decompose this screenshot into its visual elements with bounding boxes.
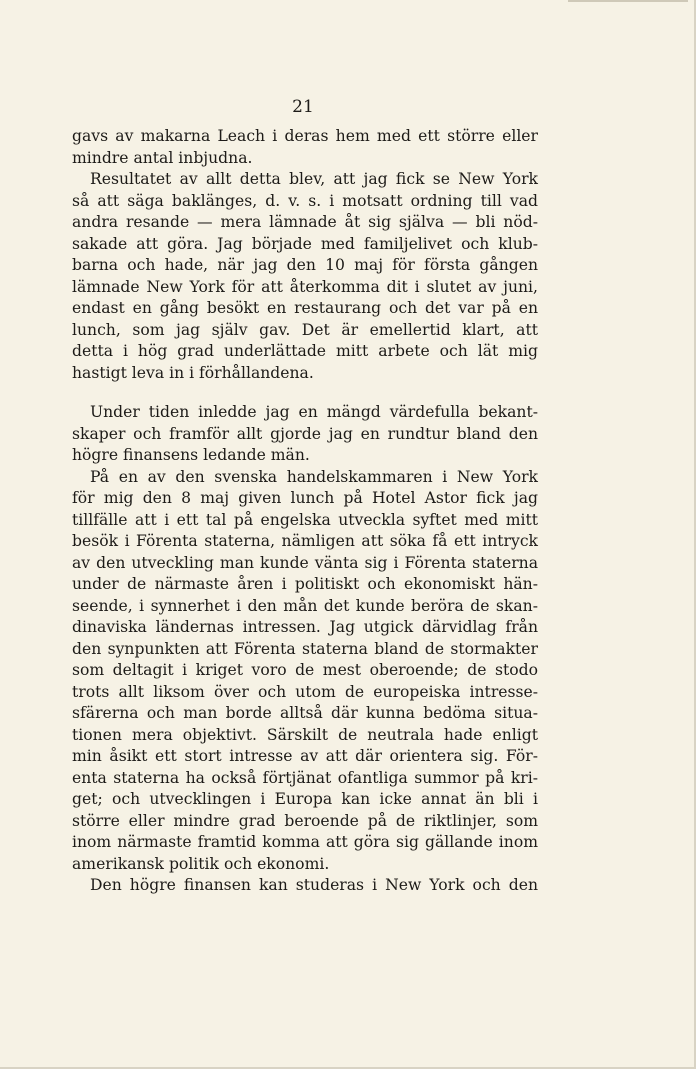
text-line: besök i Förenta staterna, nämligen att söka få ett intryck: [72, 532, 538, 550]
text-line: för mig den 8 maj given lunch på Hotel Astor fick jag: [72, 489, 538, 507]
text-line: andra resande — mera lämnade åt sig själva — bli nöd-: [72, 213, 538, 231]
text-line: sfärerna och man borde alltså där kunna bedöma situa-: [72, 704, 538, 722]
text-line: den synpunkten att Förenta staterna bland de stormakter: [72, 639, 538, 658]
page-number: 21: [292, 97, 314, 117]
page-edge-line: [568, 0, 688, 2]
text-line: tionen mera objektivt. Särskilt de neutrala hade enligt: [72, 725, 538, 744]
text-line: gavs av makarna Leach i deras hem med ett större eller: [72, 127, 538, 145]
text-line: lunch, som jag själv gav. Det är emellertid klart, att: [72, 320, 538, 339]
text-line: detta i hög grad underlättade mitt arbete och lät mig: [72, 342, 538, 360]
text-line: så att säga baklänges, d. v. s. i motsatt ordning till vad: [72, 191, 538, 210]
text-line: större eller mindre grad beroende på de riktlinjer, som: [72, 811, 538, 830]
text-line: trots allt liksom över och utom de europeiska intresse-: [72, 682, 538, 701]
text-line: av den utveckling man kunde vänta sig i Förenta staterna: [72, 553, 538, 572]
text-line: amerikansk politik och ekonomi.: [72, 854, 330, 873]
text-line: barna och hade, när jag den 10 maj för första gången: [72, 256, 538, 274]
text-line: som deltagit i kriget voro de mest oberoende; de stodo: [72, 661, 538, 679]
text-line: sakade att göra. Jag började med familjelivet och klub-: [72, 234, 538, 253]
text-line: get; och utvecklingen i Europa kan icke annat än bli i: [72, 790, 538, 808]
text-line: högre finansens ledande män.: [72, 446, 310, 464]
text-line: hastigt leva in i förhållandena.: [72, 363, 314, 382]
text-line: enta staterna ha också förtjänat ofantliga summor på kri-: [72, 768, 538, 787]
text-line: mindre antal inbjudna.: [72, 148, 253, 167]
text-line: endast en gång besökt en restaurang och det var på en: [72, 299, 538, 317]
text-line: lämnade New York för att återkomma dit i slutet av juni,: [72, 277, 538, 296]
text-line: Den högre finansen kan studeras i New York och den: [90, 876, 538, 894]
text-line: inom närmaste framtid komma att göra sig gällande inom: [72, 833, 538, 851]
text-line: tillfälle att i ett tal på engelska utveckla syftet med mitt: [72, 510, 538, 529]
text-line: skaper och framför allt gjorde jag en rundtur bland den: [72, 424, 538, 443]
text-line: min åsikt ett stort intresse av att där orientera sig. För-: [72, 747, 538, 765]
text-line: seende, i synnerhet i den mån det kunde beröra de skan-: [72, 596, 538, 615]
text-line: Under tiden inledde jag en mängd värdefulla bekant-: [90, 403, 538, 421]
text-line: dinaviska ländernas intressen. Jag utgick därvidlag från: [72, 618, 538, 636]
paragraph-block-2: [72, 402, 538, 897]
text-line: På en av den svenska handelskammaren i New York: [90, 467, 538, 486]
text-line: under de närmaste åren i politiskt och ekonomiskt hän-: [72, 575, 538, 593]
text-line: Resultatet av allt detta blev, att jag fick se New York: [90, 170, 538, 188]
paragraph-block-1: [72, 126, 538, 384]
